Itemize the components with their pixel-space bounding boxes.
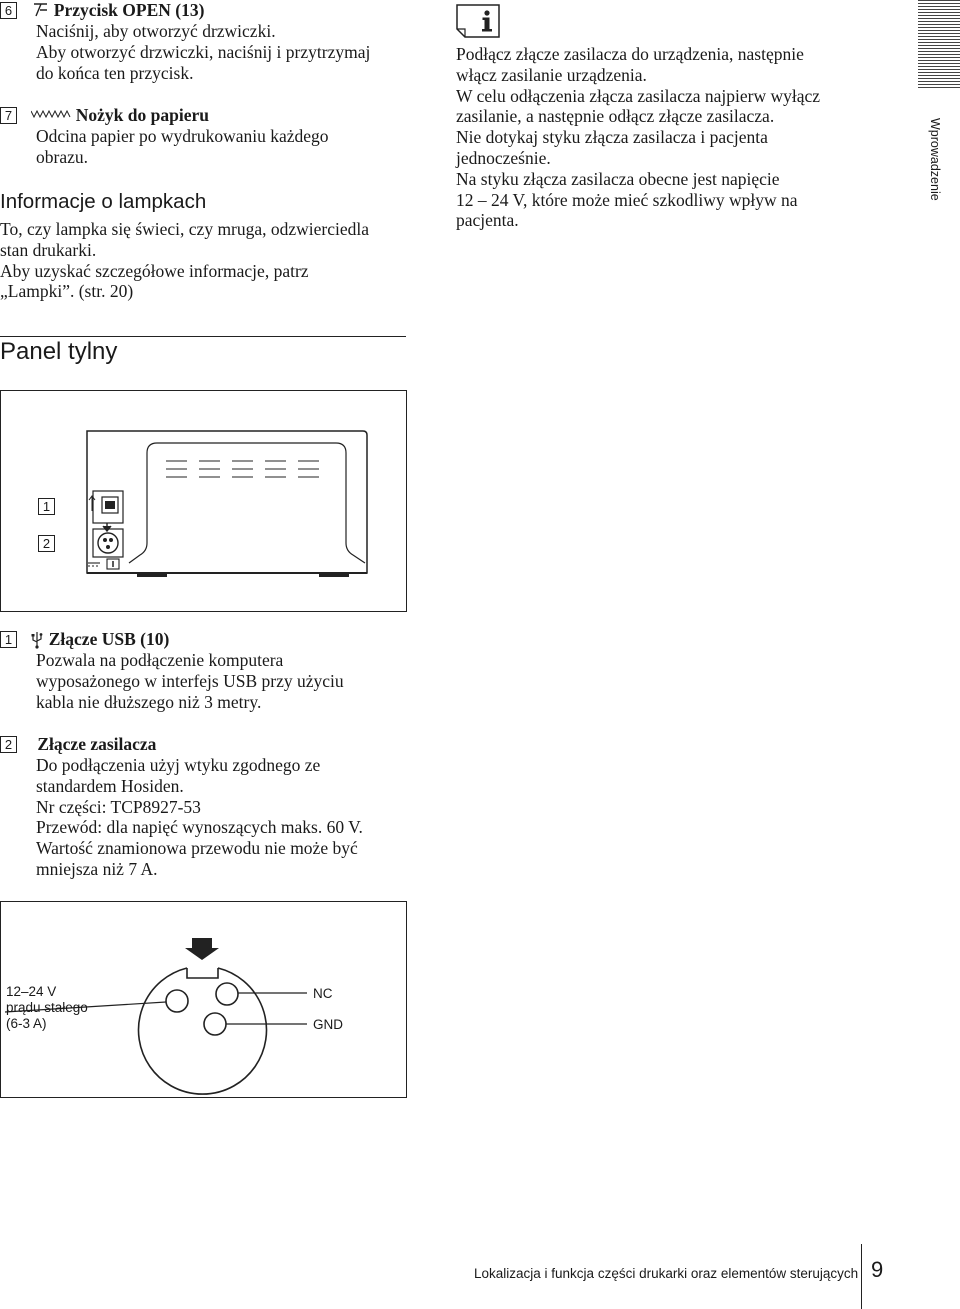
item-open-title [0, 0, 204, 21]
connector-gnd-label: GND [313, 1017, 343, 1032]
item-title: Nożyk do papieru [75, 105, 209, 125]
text-line: Podłącz złącze zasilacza do urządzenia, następnie [456, 44, 804, 64]
label-line: (6-3 A) [6, 1016, 47, 1031]
text-line: To, czy lampka się świeci, czy mruga, odzwierciedla [0, 219, 370, 239]
side-tab-label: Wprowadzenie [928, 118, 942, 201]
item-marker: 2 [0, 736, 17, 753]
item-title: Złącze zasilacza [37, 734, 157, 754]
lamps-desc [0, 219, 369, 302]
text-line: Pozwala na podłączenie komputera [36, 650, 284, 670]
text-line: Nr części: TCP8927-53 [36, 796, 201, 817]
text-line: 12 – 24 V, które może mieć szkodliwy wpływ na [456, 189, 798, 210]
text-line: standardem Hosiden. [36, 775, 184, 796]
item-marker: 1 [0, 631, 17, 648]
text-line: pacjenta. [456, 210, 519, 231]
item-title: Przycisk OPEN (13) [53, 0, 205, 20]
label-line: 12–24 V [6, 984, 57, 999]
footer-divider [861, 1244, 862, 1309]
note-text [456, 44, 820, 231]
text-line: mniejsza niż 7 A. [36, 858, 158, 879]
cutter-icon [31, 109, 71, 119]
item-power-desc [36, 755, 363, 880]
text-line: Aby otworzyć drzwiczki, naciśnij i przytrzymaj [36, 41, 371, 62]
item-title: Złącze USB (10) [48, 629, 170, 649]
section-title: Panel tylny [0, 338, 118, 365]
item-cutter-desc [36, 126, 329, 168]
text-line: Odcina papier po wydrukowaniu każdego [36, 126, 329, 146]
text-line: „Lampki”. (str. 20) [0, 281, 134, 302]
item-cutter-title [0, 105, 209, 126]
footer-text: Lokalizacja i funkcja części drukarki oraz elementów sterujących [474, 1266, 859, 1281]
item-usb-title [0, 629, 169, 650]
section-rule [0, 336, 406, 337]
text-line: wyposażonego w interfejs USB przy użyciu [36, 670, 344, 691]
callout-1: 1 [38, 498, 55, 515]
note-icon [456, 4, 500, 38]
text-line: W celu odłączenia złącza zasilacza najpierw wyłącz [456, 85, 821, 106]
text-line: włącz zasilanie urządzenia. [456, 64, 647, 85]
rear-panel-figure [0, 390, 407, 612]
item-usb-desc [36, 650, 344, 712]
text-line: obrazu. [36, 146, 88, 167]
side-tab-stripes [918, 0, 960, 90]
text-line: Do podłączenia użyj wtyku zgodnego ze [36, 755, 321, 775]
text-line: Nie dotykaj styku złącza zasilacza i pacjenta [456, 127, 768, 148]
callout-2: 2 [38, 535, 55, 552]
open-button-icon [33, 2, 49, 18]
text-line: Naciśnij, aby otworzyć drzwiczki. [36, 21, 276, 41]
label-line: prądu stałego [6, 1000, 88, 1015]
text-line: jednocześnie. [456, 147, 551, 168]
text-line: stan drukarki. [0, 239, 97, 260]
text-line: Wartość znamionowa przewodu nie może być [36, 838, 358, 859]
page-number: 9 [871, 1257, 884, 1282]
item-open-desc [36, 21, 370, 83]
item-marker: 7 [0, 107, 17, 124]
connector-nc-label: NC [313, 986, 333, 1001]
item-marker: 6 [0, 2, 17, 19]
usb-icon [30, 631, 44, 649]
printer-rear-drawing [1, 391, 406, 611]
lamps-heading: Informacje o lampkach [0, 190, 207, 213]
connector-figure [0, 901, 407, 1098]
text-line: zasilanie, a następnie odłącz złącze zasilacza. [456, 106, 775, 127]
text-line: do końca ten przycisk. [36, 62, 194, 83]
text-line: kabla nie dłuższego niż 3 metry. [36, 691, 262, 712]
text-line: Na styku złącza zasilacza obecne jest napięcie [456, 168, 780, 189]
connector-left-label [6, 984, 88, 1032]
text-line: Przewód: dla napięć wynoszących maks. 60 V. [36, 817, 363, 838]
text-line: Aby uzyskać szczegółowe informacje, patrz [0, 260, 309, 281]
item-power-title [0, 734, 156, 755]
